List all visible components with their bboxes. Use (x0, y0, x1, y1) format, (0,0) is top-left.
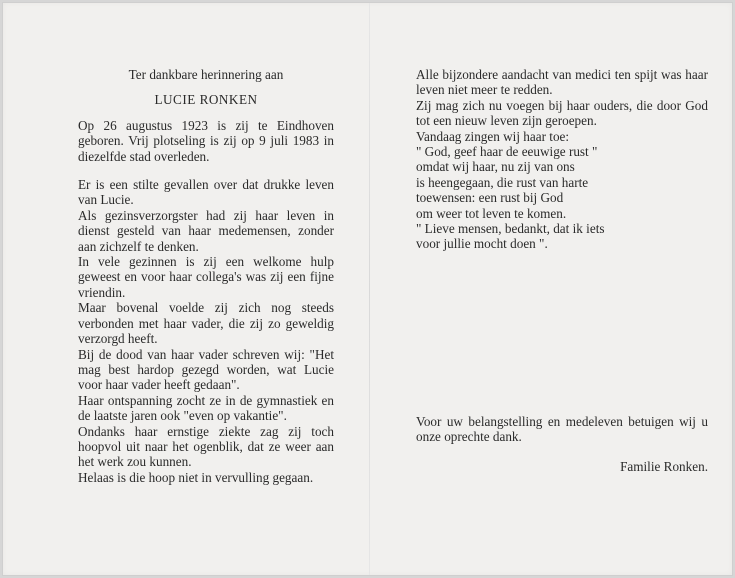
poem-line: is heengegaan, die rust van harte (416, 174, 589, 190)
right-page (416, 67, 708, 252)
poem-line: " Lieve mensen, bedankt, dat ik iets (416, 221, 605, 237)
paragraph-gezinsverzorgster: Als gezinsverzorgster had zij haar leven in dienst gesteld van haar medemensen, zonder aan zichzelf te denken. (78, 207, 334, 254)
thanks-paragraph: Voor uw belangstelling en medeleven betuigen wij u onze oprechte dank. (416, 414, 708, 445)
paragraph-vader: Maar bovenal voelde zij zich nog steeds verbonden met haar vader, die zij zo geweldig verzorgd heeft. (78, 300, 334, 347)
deceased-name: LUCIE RONKEN (154, 92, 258, 108)
memorial-card (2, 2, 733, 576)
paragraph-dood-vader: Bij de dood van haar vader schreven wij: "Het mag best hardop gezegd worden, wat Lucie voor haar vader heeft gedaan". (78, 346, 334, 393)
poem-line: om weer tot leven te komen. (416, 205, 567, 221)
family-signature: Familie Ronken. (620, 459, 708, 474)
paragraph-ziekte: Ondanks haar ernstige ziekte zag zij toch hoopvol uit naar het ogenblik, dat ze weer aan het werk zou kunnen. (78, 423, 334, 470)
paragraph-ontspanning: Haar ontspanning zocht ze in de gymnastiek en de laatste jaren ook "even op vakantie". (78, 392, 334, 424)
paragraph-medici: Alle bijzondere aandacht van medici ten spijt was haar leven niet meer te redden. (416, 67, 708, 98)
paragraph-ouders: Zij mag zich nu voegen bij haar ouders, die door God tot een nieuw leven zijn geroepen. (416, 97, 708, 129)
poem-line: " God, geef haar de eeuwige rust " (416, 144, 598, 160)
left-page (78, 67, 334, 485)
birth-death-paragraph: Op 26 augustus 1923 is zij te Eindhoven geboren. Vrij plotseling is zij op 9 juli 1983 in diezelfde stad overleden. (78, 117, 334, 164)
poem (416, 144, 708, 252)
paragraph-stilte: Er is een stilte gevallen over dat drukke leven van Lucie. (78, 177, 334, 208)
poem-line: omdat wij haar, nu zij van ons (416, 159, 575, 175)
poem-line: voor jullie mocht doen ". (416, 236, 548, 252)
paragraph-gezinnen: In vele gezinnen is zij een welkome hulp geweest en voor haar collega's was zij een fijne vriendin. (78, 254, 334, 300)
card-fold (369, 3, 370, 575)
poem-line: toewensen: een rust bij God (416, 190, 564, 206)
paragraph-vandaag: Vandaag zingen wij haar toe: (416, 128, 570, 144)
intro-line: Ter dankbare herinnering aan (128, 67, 284, 82)
paragraph-hoop: Helaas is die hoop niet in vervulling gegaan. (78, 469, 314, 485)
